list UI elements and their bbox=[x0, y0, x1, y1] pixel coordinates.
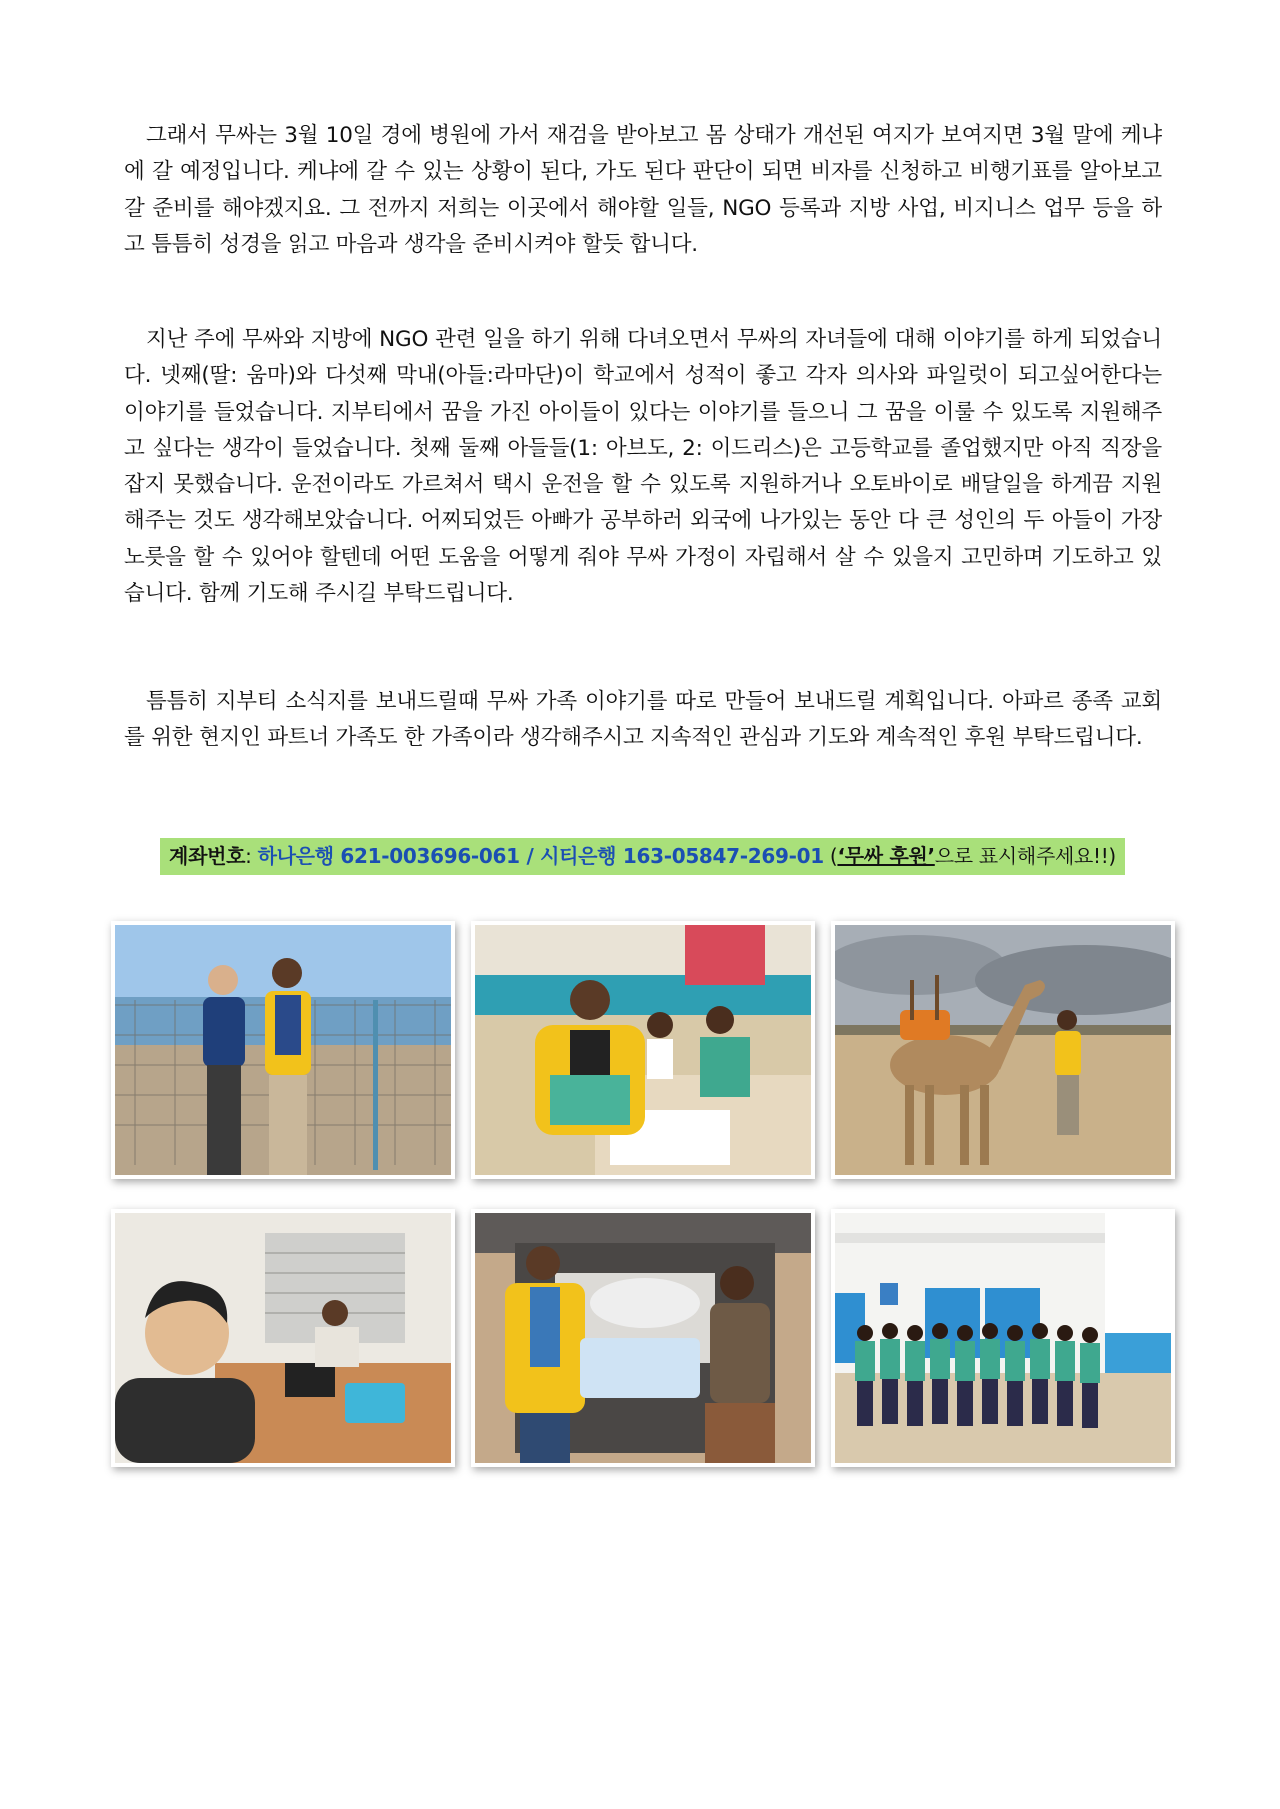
paragraph-support-request: 틈틈히 지부티 소식지를 보내드릴때 무싸 가족 이야기를 따로 만들어 보내드릴 계획입니다. 아파르 종족 교회를 위한 현지인 파트너 가족도 한 가족이라 생각해주시고 지속적인 관심과 기도와 계속적인 후원 부탁드립니다. bbox=[124, 689, 1162, 751]
paragraph-children: 지난 주에 무싸와 지방에 NGO 관련 일을 하기 위해 다녀오면서 무싸의 자녀들에 대해 이야기를 하게 되었습니다. 넷째(딸: 움마)와 다섯째 막내(아들:라마단)이 학교에서 성적이 좋고 각자 의사와 파일럿이 되고싶어한다는 이야기를 들었습니다. 지부티에서 꿈을 가진 아이들이 있다는 이야기를 들으니 그 꿈을 이룰 수 있도록 지원해주고 싶다는 생각이 들었습니다. 첫째 둘째 아들들(1: 아브도, 2: 이드리스)은 고등학교를 졸업했지만 아직 직장을 잡지 못했습니다. 운전이라도 가르쳐서 택시 운전을 할 수 있도록 지원하거나 오토바이로 배달일을 하게끔 지원해주는 것도 생각해보았습니다. 어찌되었든 아빠가 공부하러 외국에 나가있는 동안 다 큰 성인의 두 아들이 가장 노릇을 할 수 있어야 할텐데 어떤 도움을 어떻게 줘야 무싸 가정이 자립해서 살 수 있을지 고민하며 기도하고 있습니다. 함께 기도해 주시길 부탁드립니다. bbox=[124, 327, 1162, 607]
photo-car-handover bbox=[475, 1213, 811, 1463]
photo-men-by-sea bbox=[115, 925, 451, 1175]
photo-office-selfie-image bbox=[115, 1213, 451, 1463]
account-label: 계좌번호 bbox=[169, 844, 246, 868]
photo-camel-desert bbox=[835, 925, 1171, 1175]
photo-classroom-children bbox=[475, 925, 811, 1175]
photo-school-children-group bbox=[835, 1213, 1171, 1463]
paragraph-kenya-plan: 그래서 무싸는 3월 10일 경에 병원에 가서 재검을 받아보고 몸 상태가 개선된 여지가 보여지면 3월 말에 케냐에 갈 예정입니다. 케냐에 갈 수 있는 상황이 된다, 가도 된다 판단이 되면 비자를 신청하고 비행기표를 알아보고 갈 준비를 해야겠지요. 그 전까지 저희는 이곳에서 해야할 일들, NGO 등록과 지방 사업, 비지니스 업무 등을 하고 틈틈히 성경을 읽고 마음과 생각을 준비시켜야 할듯 합니다. bbox=[124, 123, 1162, 257]
donation-tag: ‘무싸 후원’ bbox=[837, 844, 935, 868]
photo-office-selfie bbox=[115, 1213, 451, 1463]
account-info-highlight bbox=[160, 838, 1125, 875]
photo-men-by-sea-image bbox=[115, 925, 451, 1175]
photo-school-children-group-image bbox=[835, 1213, 1171, 1463]
account-note: 으로 표시해주세요!!) bbox=[934, 844, 1116, 868]
photo-classroom-children-image bbox=[475, 925, 811, 1175]
bank-accounts: 하나은행 621-003696-061 / 시티은행 163-05847-269-01 bbox=[257, 844, 824, 868]
photo-camel-desert-image bbox=[835, 925, 1171, 1175]
account-separator: : bbox=[245, 844, 258, 868]
photo-car-handover-image bbox=[475, 1213, 811, 1463]
account-open-paren: ( bbox=[823, 844, 838, 868]
